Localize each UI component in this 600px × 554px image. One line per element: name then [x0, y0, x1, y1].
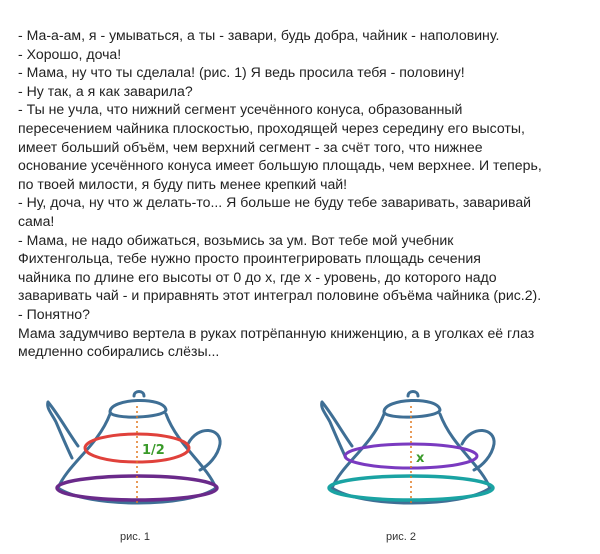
dialogue-line: Мама задумчиво вертела в руках потрёпанную книженцию, а в уголках её глаз [18, 324, 535, 341]
dialogue-line: - Хорошо, доча! [18, 45, 122, 62]
dialogue-text [18, 26, 596, 361]
dialogue-line: - Ну, доча, ну что ж делать-то... Я больше не буду тебе заваривать, заваривай [18, 194, 532, 211]
teapot-spout [48, 402, 78, 458]
dialogue-line: медленно собирались слёзы... [18, 343, 220, 360]
x-label: x [416, 451, 425, 466]
teapot-lid [110, 400, 166, 417]
dialogue-line: пересечением чайника плоскостью, проходящей через середину его высоты, [18, 119, 525, 136]
teapot-handle [188, 430, 220, 470]
dialogue-line: - Мама, ну что ты сделала! (рис. 1) Я ведь просила тебя - половину! [18, 64, 465, 81]
teapot-spout [322, 402, 352, 458]
dialogue-line: Фихтенгольца, тебе нужно просто проинтегрировать площадь сечения [18, 250, 481, 267]
dialogue-line: - Мама, не надо обижаться, возьмись за ум. Вот тебе мой учебник [18, 231, 454, 248]
dialogue-line: - Ты не учла, что нижний сегмент усечённого конуса, образованный [18, 101, 463, 118]
figure-caption-1: рис. 1 [120, 531, 150, 543]
dialogue-line: чайника по длине его высоты от 0 до х, где х - уровень, до которого надо [18, 268, 497, 285]
dialogue-line: основание усечённого конуса имеет большую площадь, чем верхнее. И теперь, [18, 157, 542, 174]
dialogue-line: - Понятно? [18, 305, 90, 322]
dialogue-line: заваривать чай - и приравнять этот интеграл половине объёма чайника (рис.2). [18, 287, 542, 304]
dialogue-line: - Ма-а-ам, я - умываться, а ты - завари, будь добра, чайник - наполовину. [18, 27, 500, 43]
dialogue-line: имеет больший объём, чем верхний сегмент - за счёт того, что нижнее [18, 138, 483, 155]
teapot-figure-1 [38, 384, 238, 514]
teapot-figure-2 [312, 384, 512, 514]
dialogue-line: - Ну так, а я как заварила? [18, 82, 193, 99]
dialogue-line: по твоей милости, я буду пить менее крепкий чай! [18, 175, 348, 192]
figure-caption-2: рис. 2 [386, 531, 416, 543]
dialogue-line: сама! [18, 212, 55, 229]
half-label: 1/2 [142, 443, 165, 458]
teapot-lid [384, 400, 440, 417]
